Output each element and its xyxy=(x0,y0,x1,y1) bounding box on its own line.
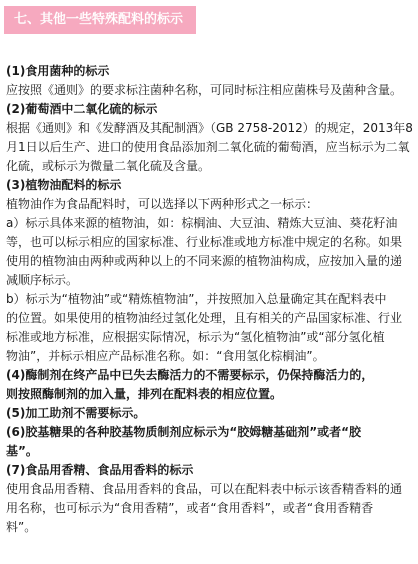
section-heading: 则按照酶制剂的加入量，排列在配料表的相应位置。 xyxy=(6,387,283,401)
section-heading: (4)酶制剂在终产品中已失去酶活力的不需要标示，仍保持酶活力的， xyxy=(6,368,374,382)
paragraph-line: 减顺序标示。 xyxy=(6,273,79,287)
paragraph-line: 料”。 xyxy=(6,520,37,534)
paragraph-line: 的位置。如果使用的植物油经过氢化处理，且有相关的产品国家标准、行业 xyxy=(6,311,403,325)
article-body xyxy=(6,62,414,537)
paragraph-line: 使用食品用香精、食品用香料的食品，可以在配料表中标示该香精香料的通 xyxy=(6,482,403,496)
section-processing-aid xyxy=(6,404,414,423)
paragraph-line: 植物油作为食品配料时，可以选择以下两种形式之一标示： xyxy=(6,197,319,211)
paragraph-line: 等，也可以标示相应的国家标准、行业标准或地方标准中规定的名称。如果 xyxy=(6,235,403,249)
section-heading: (2)葡萄酒中二氧化硫的标示 xyxy=(6,102,158,116)
paragraph-line: b）标示为“植物油”或“精炼植物油”，并按照加入总量确定其在配料表中 xyxy=(6,292,387,306)
section-gum-base xyxy=(6,423,414,461)
paragraph-line: 根据《通则》和《发酵酒及其配制酒》（GB 2758-2012）的规定，2013年8 xyxy=(6,121,413,135)
paragraph-line: 月1日以后生产、进口的使用食品添加剂二氧化硫的葡萄酒，应当标示为二氧 xyxy=(6,140,410,154)
section-vegetable-oil xyxy=(6,176,414,366)
paragraph-line: 应按照《通则》的要求标注菌种名称，可同时标注相应菌株号及菌种含量。 xyxy=(6,83,403,97)
section-flavor xyxy=(6,461,414,537)
paragraph-line: a）标示具体来源的植物油，如：棕榈油、大豆油、精炼大豆油、葵花籽油 xyxy=(6,216,398,230)
section-heading: 基”。 xyxy=(6,444,38,458)
section-heading: (6)胶基糖果的各种胶基物质制剂应标示为“胶姆糖基础剂”或者“胶 xyxy=(6,425,361,439)
paragraph-line: 标准或地方标准，应根据实际情况，标示为“氢化植物油”或“部分氢化植 xyxy=(6,330,385,344)
section-heading: (1)食用菌种的标示 xyxy=(6,64,110,78)
section-heading: (5)加工助剂不需要标示。 xyxy=(6,406,146,420)
section-wine-so2 xyxy=(6,100,414,176)
paragraph-line: 用名称，也可标示为“食用香精”，或者“食用香料”，或者“食用香精香 xyxy=(6,501,374,515)
paragraph-line: 物油”，并标示相应产品标准名称。如：“食用氢化棕榈油”。 xyxy=(6,349,325,363)
section-heading: (7)食品用香精、食品用香料的标示 xyxy=(6,463,194,477)
section-food-culture xyxy=(6,62,414,100)
paragraph-line: 化硫，或标示为微量二氧化硫及含量。 xyxy=(6,159,211,173)
section-enzyme xyxy=(6,366,414,404)
paragraph-line: 使用的植物油由两种或两种以上的不同来源的植物油构成，应按加入量的递 xyxy=(6,254,403,268)
section-heading: (3)植物油配料的标示 xyxy=(6,178,122,192)
section-banner: 七、其他一些特殊配料的标示 xyxy=(4,6,196,34)
